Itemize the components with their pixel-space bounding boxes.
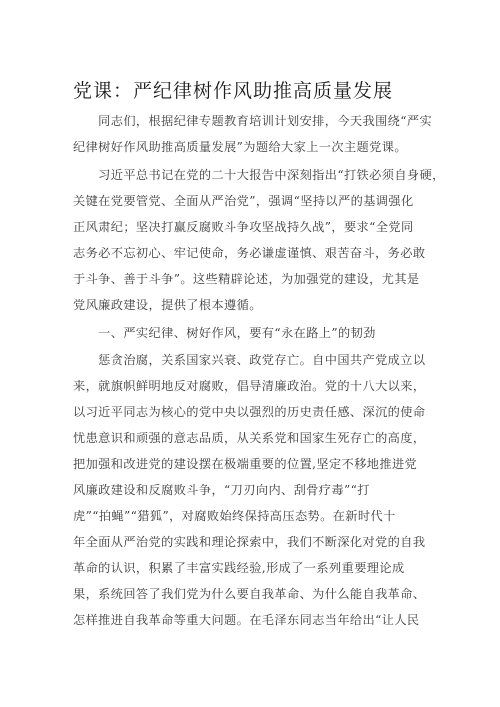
body-line: 正风肃纪；坚决打赢反腐败斗争攻坚战持久战”，要求“全党同 bbox=[73, 220, 414, 234]
document-title: 党课：严纪律树作风助推高质量发展 bbox=[73, 80, 394, 102]
body-line: 果，系统回答了我们党为什么要自我革命、为什么能自我革命、 bbox=[73, 587, 426, 601]
body-line: 虎”“拍蝇”“猎狐”，对腐败始终保持高压态势。在新时代十 bbox=[73, 509, 396, 523]
body-line: 党风廉政建设，提供了根本遵循。 bbox=[73, 298, 262, 312]
body-line: 来，就旗帜鲜明地反对腐败，倡导清廉政治。党的十八大以来， bbox=[73, 379, 426, 393]
body-line: 革命的认识，积累了丰富实践经验,形成了一系列重要理论成 bbox=[73, 561, 405, 575]
body-line: 志务必不忘初心、牢记使命，务必谦虚谨慎、艰苦奋斗，务必敢 bbox=[73, 246, 426, 260]
body-line: 年全面从严治党的实践和理论探索中，我们不断深化对党的自我 bbox=[73, 535, 426, 549]
section-heading: 一、严实纪律、树好作风，要有“永在路上”的韧劲 bbox=[73, 326, 376, 340]
body-line: 于斗争、善于斗争”。这些精辟论述，为加强党的建设，尤其是 bbox=[73, 272, 420, 286]
body-line: 风廉政建设和反腐败斗争，“刀刃向内、刮骨疗毒”“打 bbox=[73, 483, 370, 497]
body-line: 忧患意识和顽强的意志品质，从关系党和国家生死存亡的高度， bbox=[73, 431, 426, 445]
body-line: 同志们，根据纪律专题教育培训计划安排，今天我围绕“严实 bbox=[73, 114, 433, 128]
body-line: 把加强和改进党的建设摆在极端重要的位置,坚定不移地推进党 bbox=[73, 457, 418, 471]
body-line: 习近平总书记在党的二十大报告中深刻指出“打铁必须自身硬， bbox=[73, 168, 445, 182]
body-line: 怎样推进自我革命等重大问题。在毛泽东同志当年给出“让人民 bbox=[73, 613, 420, 627]
body-line: 惩贪治腐，关系国家兴衰、政党存亡。自中国共产党成立以 bbox=[73, 353, 426, 367]
body-line: 纪律树好作风助推高质量发展”为题给大家上一次主题党课。 bbox=[73, 140, 407, 154]
body-line: 以习近平同志为核心的党中央以强烈的历史责任感、深沉的使命 bbox=[73, 405, 426, 419]
body-line: 关键在党要管党、全面从严治党”，强调“坚持以严的基调强化 bbox=[73, 194, 414, 208]
